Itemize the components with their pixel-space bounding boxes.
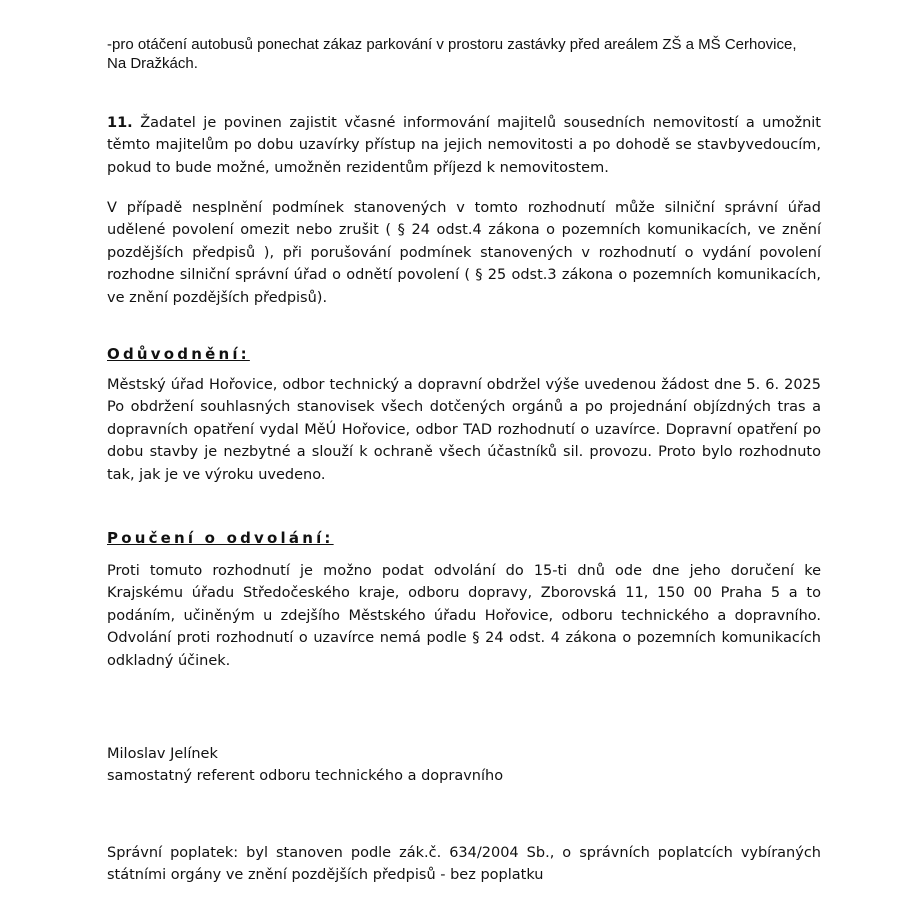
revocation-paragraph: V případě nesplnění podmínek stanovených v tomto rozhodnutí může silniční správní úřad udělené povolení omezit nebo zrušit ( § 24 odst.4 zákona o pozemních komunikacích, ve znění pozdějších předpisů ), při porušování podmínek stanovených v rozhodnutí o vydání povolení rozhodne silniční správní úřad o odnětí povolení ( § 25 odst.3 zákona o pozemních komunikacích, ve znění pozdějších předpisů).	[107, 200, 821, 306]
appeal-paragraph: Proti tomuto rozhodnutí je možno podat odvolání do 15-ti dnů ode dne jeho doručení ke Krajskému úřadu Středočeského kraje, odboru dopravy, Zborovská 11, 150 00 Praha 5 a to podáním, učiněným u zdejšího Městského úřadu Hořovice, odboru technického a dopravního. Odvolání proti rozhodnutí o uzavírce nemá podle § 24 odst. 4 zákona o pozemních komunikacích odkladný účinek.	[107, 563, 821, 669]
intro-line-2: Na Dražkách.	[107, 55, 198, 72]
point-11-paragraph	[107, 112, 821, 179]
appeal-heading: Poučení o odvolání:	[107, 529, 334, 547]
reasoning-heading: Odůvodnění:	[107, 345, 250, 363]
reasoning-paragraph: Městský úřad Hořovice, odbor technický a dopravní obdržel výše uvedenou žádost dne 5. 6. 2025 Po obdržení souhlasných stanovisek všech dotčených orgánů a po projednání objízdných tras a dopravních opatření vydal MěÚ Hořovice, odbor TAD rozhodnutí o uzavírce. Dopravní opatření po dobu stavby je nezbytné a slouží k ochraně všech účastníků sil. provozu. Proto bylo rozhodnuto tak, jak je ve výroku uvedeno.	[107, 377, 821, 483]
signature-name: Miloslav Jelínek	[107, 746, 218, 762]
point-11-text: Žadatel je povinen zajistit včasné informování majitelů sousedních nemovitostí a umožnit těmto majitelům po dobu uzavírky přístup na jejich nemovitosti a po dohodě se stavbyvedoucím, pokud to bude možné, umožněn rezidentům příjezd k nemovitostem.	[107, 115, 821, 176]
signature-title: samostatný referent odboru technického a dopravního	[107, 768, 504, 785]
intro-paragraph	[107, 35, 821, 73]
intro-line-1: -pro otáčení autobusů ponechat zákaz parkování v prostoru zastávky před areálem ZŠ a MŠ Cerhovice,	[107, 36, 797, 53]
point-11-number: 11.	[107, 115, 133, 131]
fee-paragraph: Správní poplatek: byl stanoven podle zák.č. 634/2004 Sb., o správních poplatcích vybíraných státními orgány ve znění pozdějších předpisů - bez poplatku	[107, 845, 821, 884]
signature-block	[107, 743, 821, 788]
